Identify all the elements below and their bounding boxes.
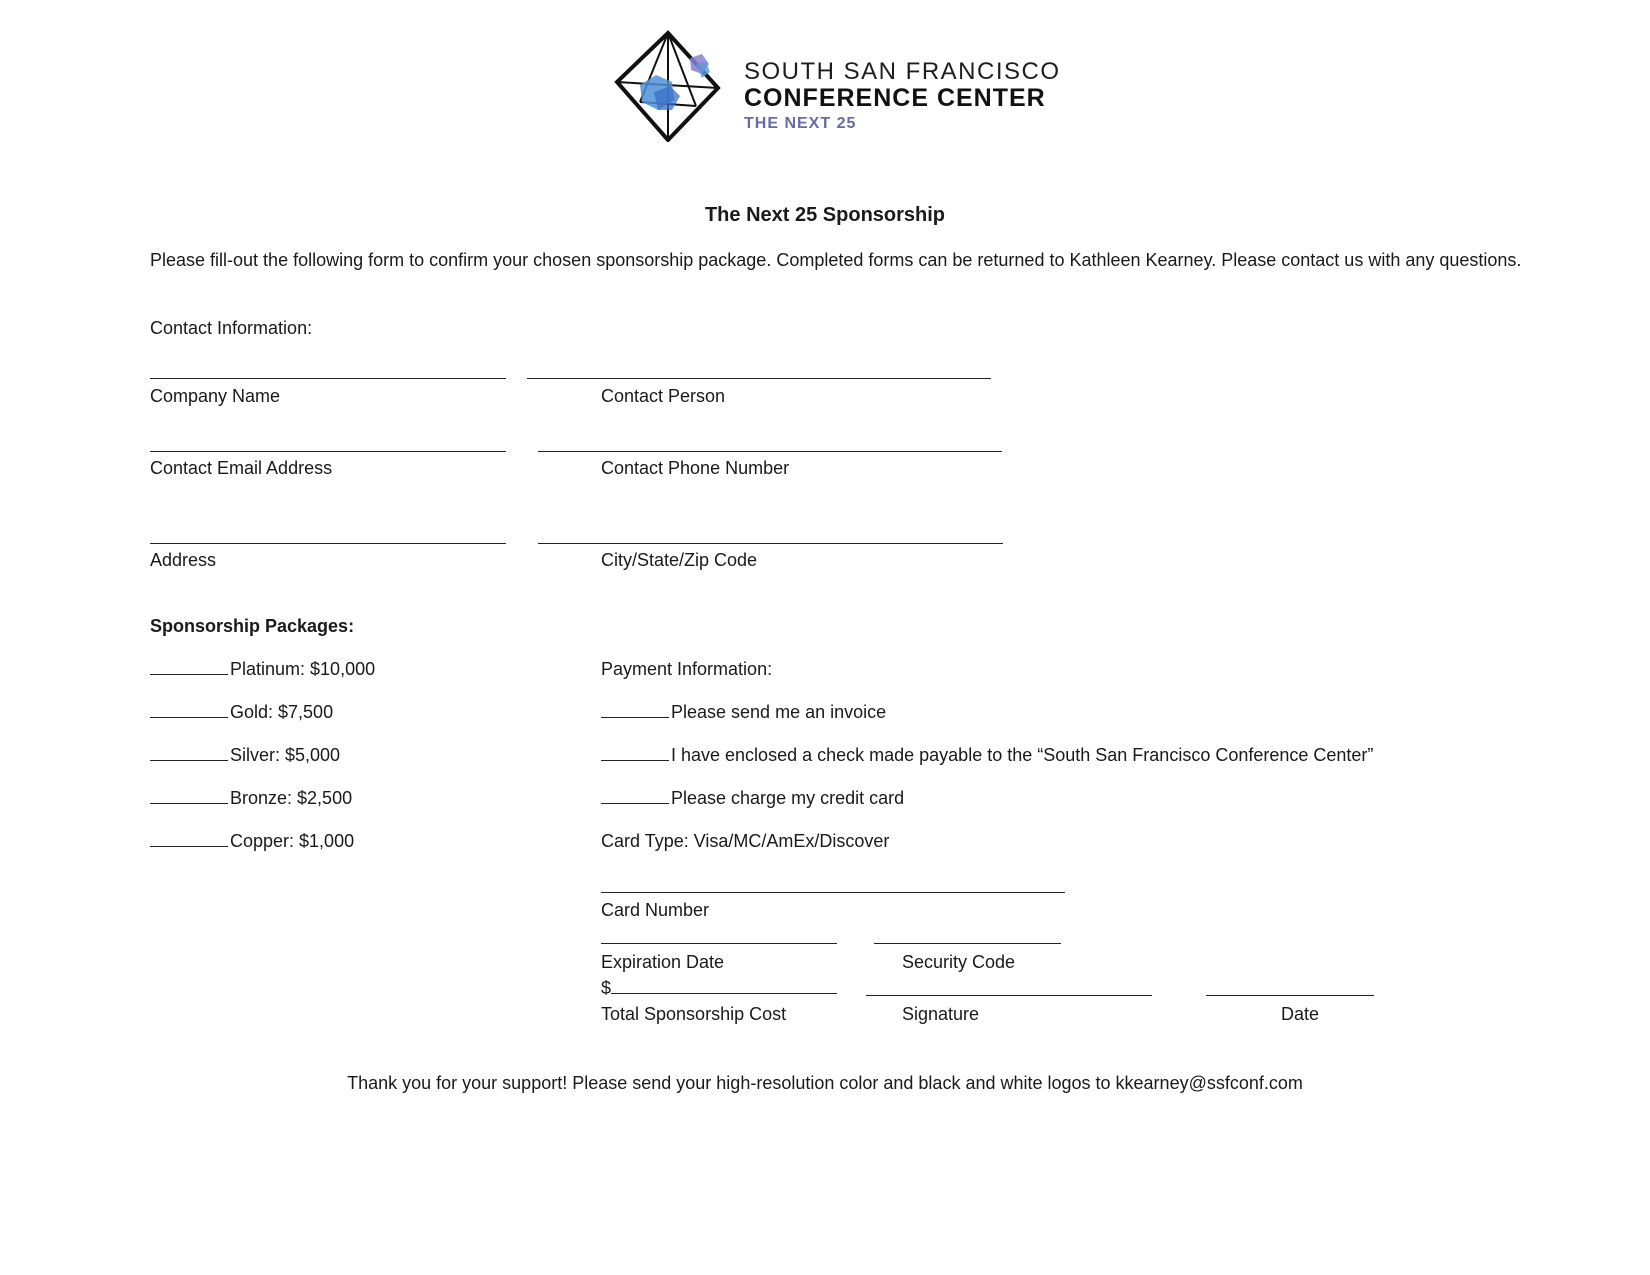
card-type-label: Card Type: Visa/MC/AmEx/Discover xyxy=(601,831,890,851)
payment-option-invoice[interactable] xyxy=(601,702,886,723)
city-state-zip-label: City/State/Zip Code xyxy=(601,550,758,570)
date-field[interactable] xyxy=(1206,995,1374,996)
signature-field[interactable] xyxy=(866,995,1152,996)
logo-text-line3: THE NEXT 25 xyxy=(744,115,857,132)
payment-option-credit-card[interactable] xyxy=(601,788,904,809)
security-code-label: Security Code xyxy=(902,952,1016,972)
expiration-date-label: Expiration Date xyxy=(601,952,725,972)
package-checkbox-blank[interactable] xyxy=(150,789,228,804)
phone-label: Contact Phone Number xyxy=(601,458,790,478)
package-label: Gold: $7,500 xyxy=(230,702,334,722)
page-title: The Next 25 Sponsorship xyxy=(704,204,946,226)
signature-label: Signature xyxy=(902,1004,980,1024)
address-field[interactable] xyxy=(150,543,506,544)
company-name-label: Company Name xyxy=(150,386,281,406)
total-cost-blank[interactable] xyxy=(611,979,837,994)
payment-option-label: Please send me an invoice xyxy=(671,702,887,722)
card-number-field[interactable] xyxy=(601,892,1065,893)
payment-checkbox-blank[interactable] xyxy=(601,746,669,761)
package-item-copper[interactable] xyxy=(150,831,354,852)
payment-checkbox-blank[interactable] xyxy=(601,789,669,804)
package-label: Bronze: $2,500 xyxy=(230,788,353,808)
package-checkbox-blank[interactable] xyxy=(150,703,228,718)
company-name-field[interactable] xyxy=(150,378,506,379)
package-item-silver[interactable] xyxy=(150,745,340,766)
package-label: Copper: $1,000 xyxy=(230,831,355,851)
logo-text-line2: CONFERENCE CENTER xyxy=(744,84,1046,112)
city-state-zip-field[interactable] xyxy=(538,543,1003,544)
payment-option-label: Please charge my credit card xyxy=(671,788,905,808)
email-label: Contact Email Address xyxy=(150,458,333,478)
email-field[interactable] xyxy=(150,451,506,452)
security-code-field[interactable] xyxy=(874,943,1061,944)
package-item-platinum[interactable] xyxy=(150,659,375,680)
package-item-gold[interactable] xyxy=(150,702,333,723)
total-cost-field[interactable] xyxy=(601,978,837,999)
intro-paragraph: Please fill-out the following form to confirm your chosen sponsorship package. Completed forms can be returned to Kathleen Kearney. Please contact us with any questions. xyxy=(150,250,1522,270)
contact-info-heading: Contact Information: xyxy=(150,318,313,338)
package-label: Platinum: $10,000 xyxy=(230,659,376,679)
package-checkbox-blank[interactable] xyxy=(150,746,228,761)
payment-option-check[interactable] xyxy=(601,745,1373,766)
card-number-label: Card Number xyxy=(601,900,710,920)
package-label: Silver: $5,000 xyxy=(230,745,341,765)
payment-option-label: I have enclosed a check made payable to the “South San Francisco Conference Center” xyxy=(671,745,1374,765)
address-label: Address xyxy=(150,550,217,570)
contact-person-field[interactable] xyxy=(527,378,991,379)
package-checkbox-blank[interactable] xyxy=(150,660,228,675)
sponsorship-packages-heading: Sponsorship Packages: xyxy=(150,616,355,636)
logo-text-line1: SOUTH SAN FRANCISCO xyxy=(744,58,1061,85)
phone-field[interactable] xyxy=(538,451,1002,452)
date-label: Date xyxy=(1281,1004,1320,1024)
package-checkbox-blank[interactable] xyxy=(150,832,228,847)
payment-checkbox-blank[interactable] xyxy=(601,703,669,718)
payment-info-heading: Payment Information: xyxy=(601,659,773,679)
total-cost-label: Total Sponsorship Cost xyxy=(601,1004,787,1024)
conference-center-logo-mark xyxy=(612,30,724,142)
package-item-bronze[interactable] xyxy=(150,788,352,809)
footer-note: Thank you for your support! Please send your high-resolution color and black and white logos to kkearney@ssfconf.com xyxy=(347,1073,1303,1093)
dollar-sign: $ xyxy=(601,978,612,998)
contact-person-label: Contact Person xyxy=(601,386,726,406)
expiration-date-field[interactable] xyxy=(601,943,837,944)
